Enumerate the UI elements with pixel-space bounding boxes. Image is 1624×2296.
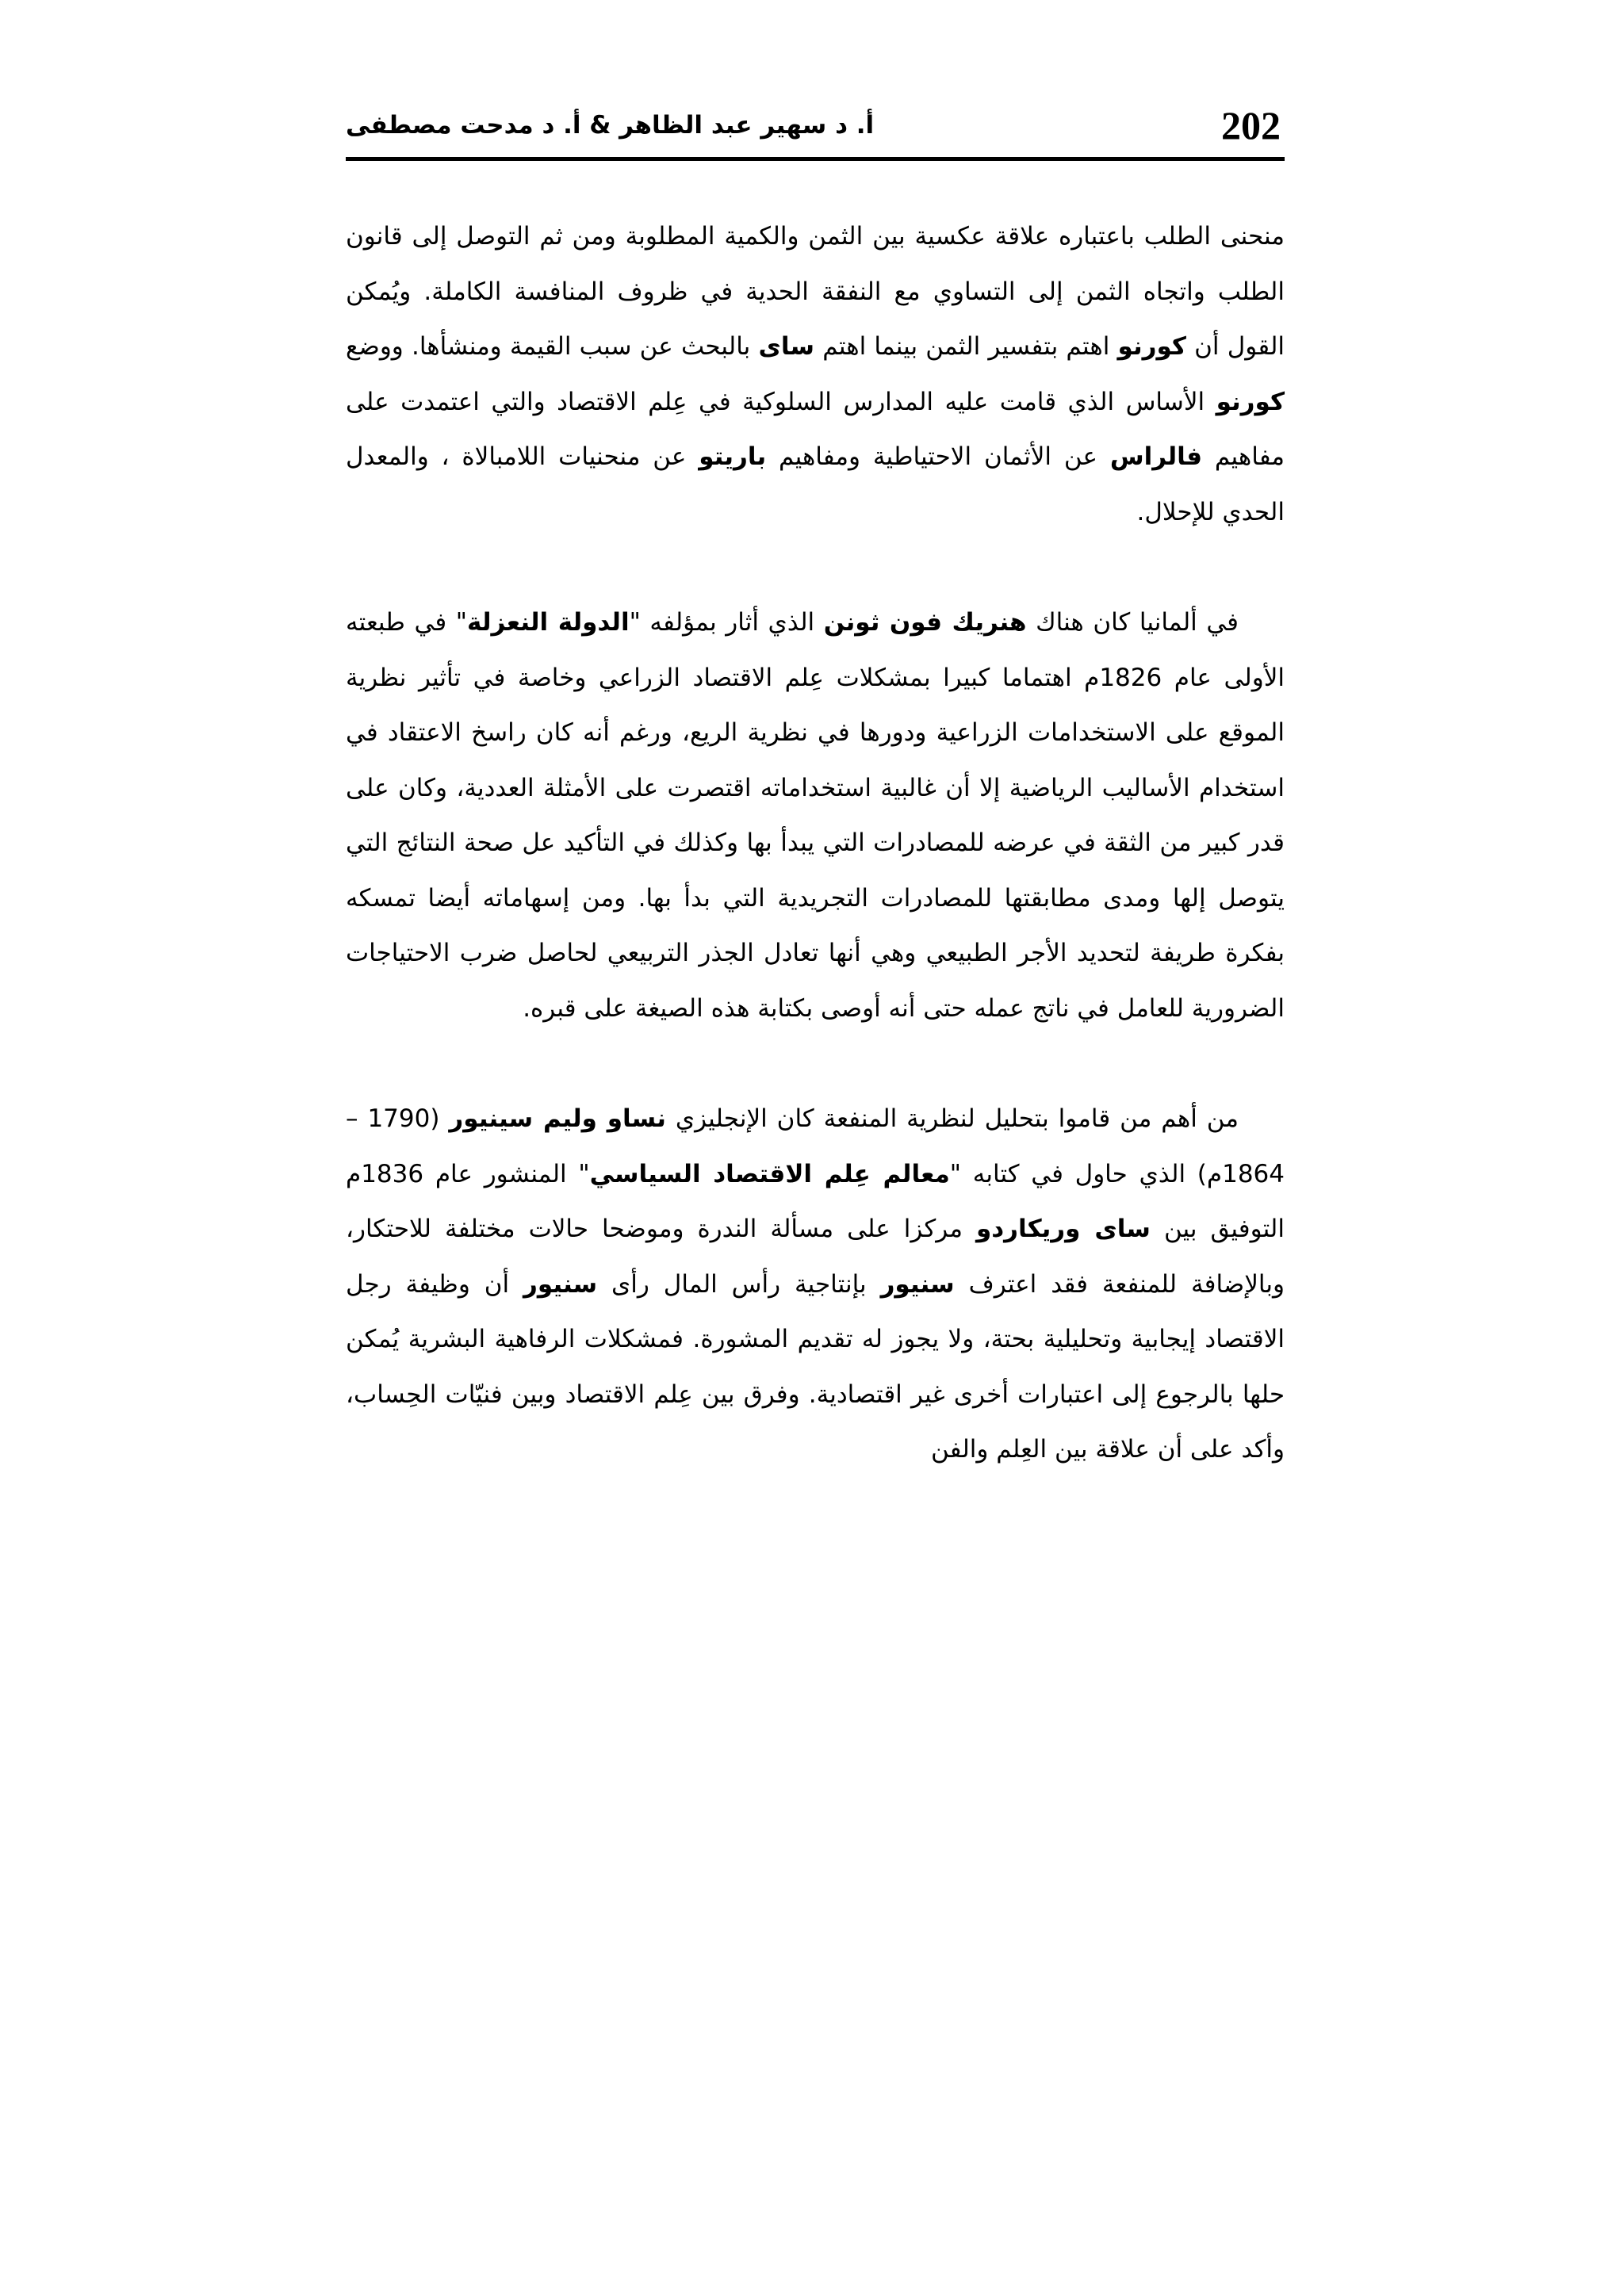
text-run: اهتم بتفسير الثمن بينما اهتم (814, 332, 1118, 361)
bold-term: ساى وريكاردو (975, 1215, 1151, 1243)
bold-term: الدولة النعزلة (467, 608, 630, 637)
text-run: بالبحث عن سبب القيمة ومنشأها. ووضع (346, 332, 759, 361)
bold-term: سنيور (880, 1269, 955, 1299)
text-run: (1790 – 1864م) الذي حاول في كتابه " (346, 1104, 1285, 1188)
header-rule (346, 157, 1285, 161)
text-run: منحنى الطلب باعتباره علاقة عكسية بين الثمن والكمية المطلوبة ومن ثم التوصل إلى قانون الطلب واتجاه الثمن إلى التساوي مع النفقة الحدية في ظروف المنافسة الكاملة. ويُمكن القول أن (346, 222, 1285, 361)
bold-term: سنيور (523, 1269, 598, 1299)
text-run: بإنتاجية رأس المال رأى (597, 1269, 881, 1299)
text-run: عن الأثمان الاحتياطية ومفاهيم (766, 442, 1110, 471)
page-number: 202 (1221, 103, 1281, 147)
page-header (346, 101, 1285, 171)
paragraph-1 (346, 209, 1285, 540)
bold-term: كورنو (1216, 387, 1285, 416)
running-head-authors: أ. د سهير عبد الظاهر & أ. د مدحت مصطفى (346, 111, 875, 140)
paragraph-3 (346, 1092, 1285, 1478)
text-run: في ألمانيا كان هناك (1026, 608, 1239, 637)
bold-term: فالراس (1109, 442, 1203, 471)
paragraph-2 (346, 595, 1285, 1036)
text-run: عن منحنيات اللامبالاة ، والمعدل الحدي للإحلال. (346, 442, 1285, 526)
bold-term: معالم عِلم الاقتصاد السياسي (589, 1159, 950, 1188)
text-run: الأساس الذي قامت عليه المدارس السلوكية في عِلم الاقتصاد والتي اعتمدت على مفاهيم (346, 387, 1285, 471)
body-text (346, 209, 1285, 1533)
bold-term: نساو وليم سينيور (449, 1104, 666, 1133)
bold-term: باريتو (699, 442, 767, 471)
text-run: " في طبعته الأولى عام 1826م اهتماما كبيرا بمشكلات عِلم الاقتصاد الزراعي وخاصة في تأثير نظرية الموقع على الاستخدامات الزراعية ودورها في نظرية الريع، ورغم أنه كان راسخ الاعتقاد في استخدام الأساليب الرياضية إلا أن غالبية استخداماته اقتصرت على الأمثلة العددية، وكان على قدر كبير من الثقة في عرضه للمصادرات التي يبدأ بها وكذلك في التأكيد عل صحة النتائج التي يتوصل إلها ومدى مطابقتها للمصادرات التجريدية التي بدأ بها. ومن إسهاماته أيضا تمسكه بفكرة طريفة لتحديد الأجر الطبيعي وهي أنها تعادل الجذر التربيعي لحاصل ضرب الاحتياجات الضرورية للعامل في ناتج عمله حتى أنه أوصى بكتابة هذه الصيغة على قبره. (346, 608, 1285, 1023)
bold-term: ساى (758, 332, 815, 361)
text-run: الذي أثار بمؤلفه " (629, 608, 824, 637)
text-run: " المنشور عام 1836م التوفيق بين (346, 1159, 1285, 1243)
text-run: من أهم من قاموا بتحليل لنظرية المنفعة كان الإنجليزي (665, 1104, 1239, 1133)
text-run: مركزا على مسألة الندرة وموضحا حالات مختلفة للاحتكار، وبالإضافة للمنفعة فقد اعترف (346, 1215, 1285, 1299)
bold-term: هنريك فون ثونن (823, 608, 1027, 637)
text-run: أن وظيفة رجل الاقتصاد إيجابية وتحليلية بحتة، ولا يجوز له تقديم المشورة. فمشكلات الرفاهية البشرية يُمكن حلها بالرجوع إلى اعتبارات أخرى غير اقتصادية. وفرق بين عِلم الاقتصاد وبين فنيّات الحِساب، وأكد على أن علاقة بين العِلم والفن (346, 1269, 1285, 1464)
bold-term: كورنو (1117, 332, 1186, 361)
